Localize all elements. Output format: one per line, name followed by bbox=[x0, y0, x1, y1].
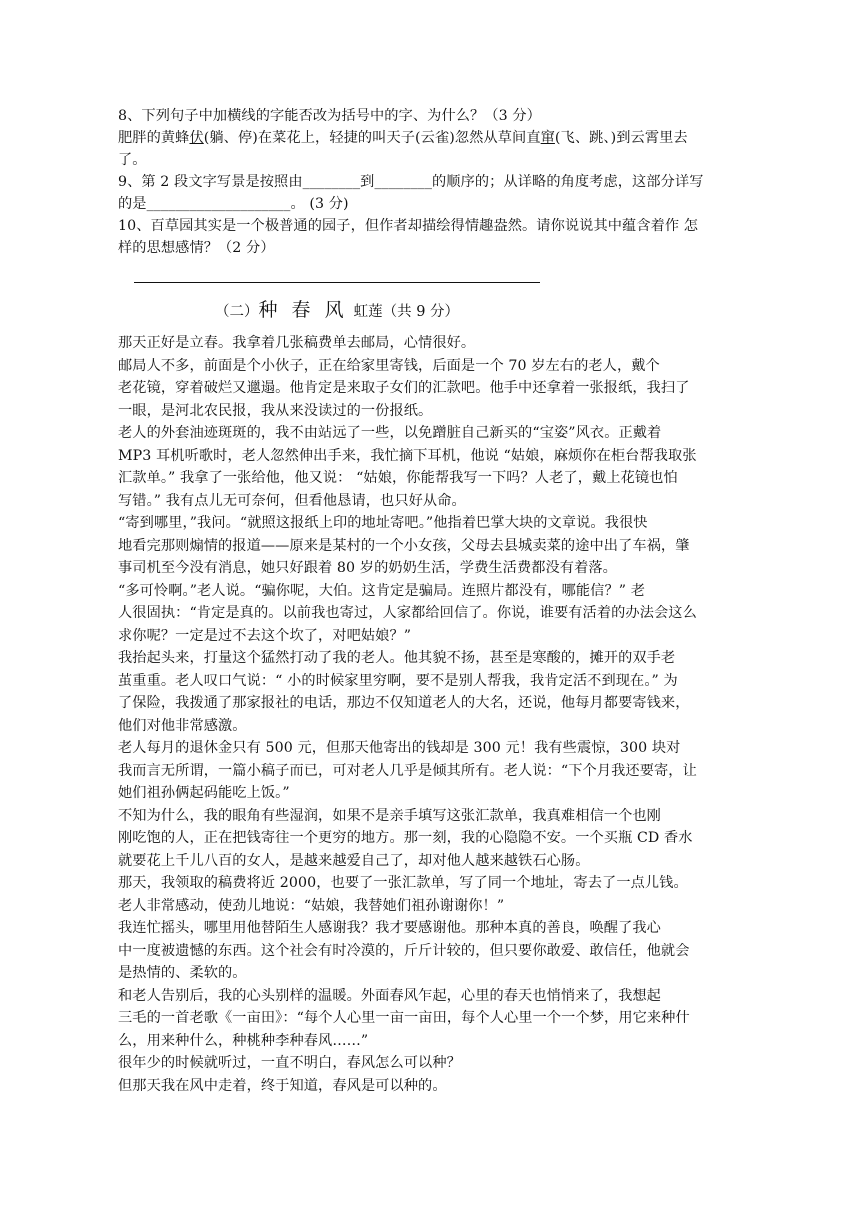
article-line: 我而言无所谓，一篇小稿子而已，可对老人几乎是倾其所有。老人说：“下个月我还要寄，让 bbox=[118, 763, 697, 779]
article-line: 汇款单。” 我拿了一张给他，他又说： “姑娘，你能帮我写一下吗？人老了，戴上花镜也怕 bbox=[118, 470, 678, 486]
article-line: 了保险，我拨通了那家报社的电话，那边不仅知道老人的大名，还说，他每月都要寄钱来， bbox=[118, 695, 690, 711]
article-line: 那天正好是立春。我拿着几张稿费单去邮局，心情很好。 bbox=[118, 335, 476, 351]
article-line: 地看完那则煽情的报道——原来是某村的一个小女孩，父母去县城卖菜的途中出了车祸，肇 bbox=[118, 538, 690, 554]
article-line: 求你呢？一定是过不去这个坎了，对吧姑娘？” bbox=[118, 628, 412, 644]
q8-text-a: 肥胖的黄蜂 bbox=[118, 130, 190, 146]
question-10-line-2: 样的思想感情？（2 分） bbox=[118, 240, 275, 256]
section-author: 虹莲 bbox=[353, 304, 383, 320]
article-line: “寄到哪里，”我问。“就照这报纸上印的地址寄吧。”他指着巴掌大块的文章说。我很快 bbox=[118, 515, 648, 531]
article-line: 很年少的时候就听过，一直不明白，春风怎么可以种？ bbox=[118, 1055, 461, 1071]
article-line: 老花镜，穿着破烂又邋遢。他肯定是来取子女们的汇款吧。他手中还拿着一张报纸，我扫了 bbox=[118, 380, 690, 396]
section-heading: 种 春 风 bbox=[258, 299, 348, 321]
article-line: 他们对他非常感激。 bbox=[118, 718, 247, 734]
question-8-sentence-end: 了。 bbox=[118, 152, 147, 168]
article-line: 不知为什么，我的眼角有些湿润，如果不是亲手填写这张汇款单，我真难相信一个也刚 bbox=[118, 808, 661, 824]
q8-underlined-char-2: 窜 bbox=[540, 130, 555, 146]
question-8-sentence bbox=[118, 128, 738, 148]
section-prefix: （二） bbox=[215, 304, 259, 320]
article-line: 中一度被遗憾的东西。这个社会有时冷漠的，斤斤计较的，但只要你敢爱、敢信任，他就会 bbox=[118, 943, 690, 959]
section-divider bbox=[134, 282, 540, 283]
article-line: 三毛的一首老歌《一亩田》：“每个人心里一亩一亩田，每个人心里一个一个梦，用它来种什 bbox=[118, 1010, 690, 1026]
article-line: 人很固执：“肯定是真的。以前我也寄过，人家都给回信了。你说，谁要有活着的办法会这么 bbox=[118, 605, 697, 621]
article-line: 但那天我在风中走着，终于知道，春风是可以种的。 bbox=[118, 1078, 447, 1094]
article-line: MP3 耳机听歌时，老人忽然伸出手来，我忙摘下耳机，他说 “姑娘，麻烦你在柜台帮我取张 bbox=[118, 448, 697, 464]
q8-underlined-char-1: 伏 bbox=[189, 130, 204, 146]
section-points: （共 9 分） bbox=[382, 304, 460, 320]
article-line: 刚吃饱的人，正在把钱寄往一个更穷的地方。那一刻，我的心隐隐不安。一个买瓶 CD 香水 bbox=[118, 830, 693, 846]
article-line: 么，用来种什么，种桃种李种春风……” bbox=[118, 1033, 369, 1049]
question-8-prompt: 8、下列句子中加横线的字能否改为括号中的字、为什么？（3 分） bbox=[118, 108, 541, 124]
article-line: 老人非常感动，使劲儿地说：“姑娘，我替她们祖孙谢谢你！” bbox=[118, 898, 505, 914]
article-line: “多可怜啊。”老人说。“骗你呢，大伯。这肯定是骗局。连照片都没有，哪能信？” 老 bbox=[118, 583, 645, 599]
article-line: 一眼，是河北农民报，我从来没读过的一份报纸。 bbox=[118, 403, 433, 419]
article-line: 茧重重。老人叹口气说：“ 小的时候家里穷啊，要不是别人帮我，我肯定活不到现在。” 为 bbox=[118, 673, 678, 689]
article-line: 那天，我领取的稿费将近 2000，也要了一张汇款单，写了同一个地址，寄去了一点儿钱。 bbox=[118, 875, 688, 891]
question-10-line-1: 10、百草园其实是一个极普通的园子，但作者却描绘得情趣盎然。请你说说其中蕴含着作 怎 bbox=[118, 218, 699, 234]
question-9-line-2: 的是____________________。 (3 分) bbox=[118, 196, 349, 212]
article-line: 写错。” 我有点儿无可奈何，但看他恳请，也只好从命。 bbox=[118, 493, 466, 509]
article-line: 她们祖孙俩起码能吃上饭。” bbox=[118, 785, 290, 801]
article-line: 是热情的、柔软的。 bbox=[118, 965, 247, 981]
article-line: 我抬起头来，打量这个猛然打动了我的老人。他其貌不扬，甚至是寒酸的，摊开的双手老 bbox=[118, 650, 676, 666]
article-line: 老人每月的退休金只有 500 元，但那天他寄出的钱却是 300 元！我有些震惊，300 块对 bbox=[118, 740, 681, 756]
question-9-line-1: 9、第 2 段文字写景是按照由________到________的顺序的；从详略的角度考虑，这部分详写 bbox=[118, 174, 704, 190]
article-line: 邮局人不多，前面是个小伙子，正在给家里寄钱，后面是一个 70 岁左右的老人，戴个 bbox=[118, 358, 660, 374]
section-title bbox=[215, 299, 459, 323]
q8-text-e: (飞、跳、)到云霄里去 bbox=[554, 130, 688, 146]
article-line: 我连忙摇头，哪里用他替陌生人感谢我？我才要感谢他。那种本真的善良，唤醒了我心 bbox=[118, 920, 661, 936]
article-line: 就要花上千儿八百的女人，是越来越爱自己了，却对他人越来越铁石心肠。 bbox=[118, 853, 590, 869]
q8-text-c: (躺、停)在菜花上，轻捷的叫天子(云雀)忽然从草间直 bbox=[203, 130, 541, 146]
article-line: 事司机至今没有消息，她只好跟着 80 岁的奶奶生活，学费生活费都没有着落。 bbox=[118, 560, 617, 576]
article-line: 和老人告别后，我的心头别样的温暖。外面春风乍起，心里的春天也悄悄来了，我想起 bbox=[118, 988, 661, 1004]
article-line: 老人的外套油迹斑斑的，我不由站远了一些，以免蹭脏自己新买的“宝姿”风衣。正戴着 bbox=[118, 425, 662, 441]
